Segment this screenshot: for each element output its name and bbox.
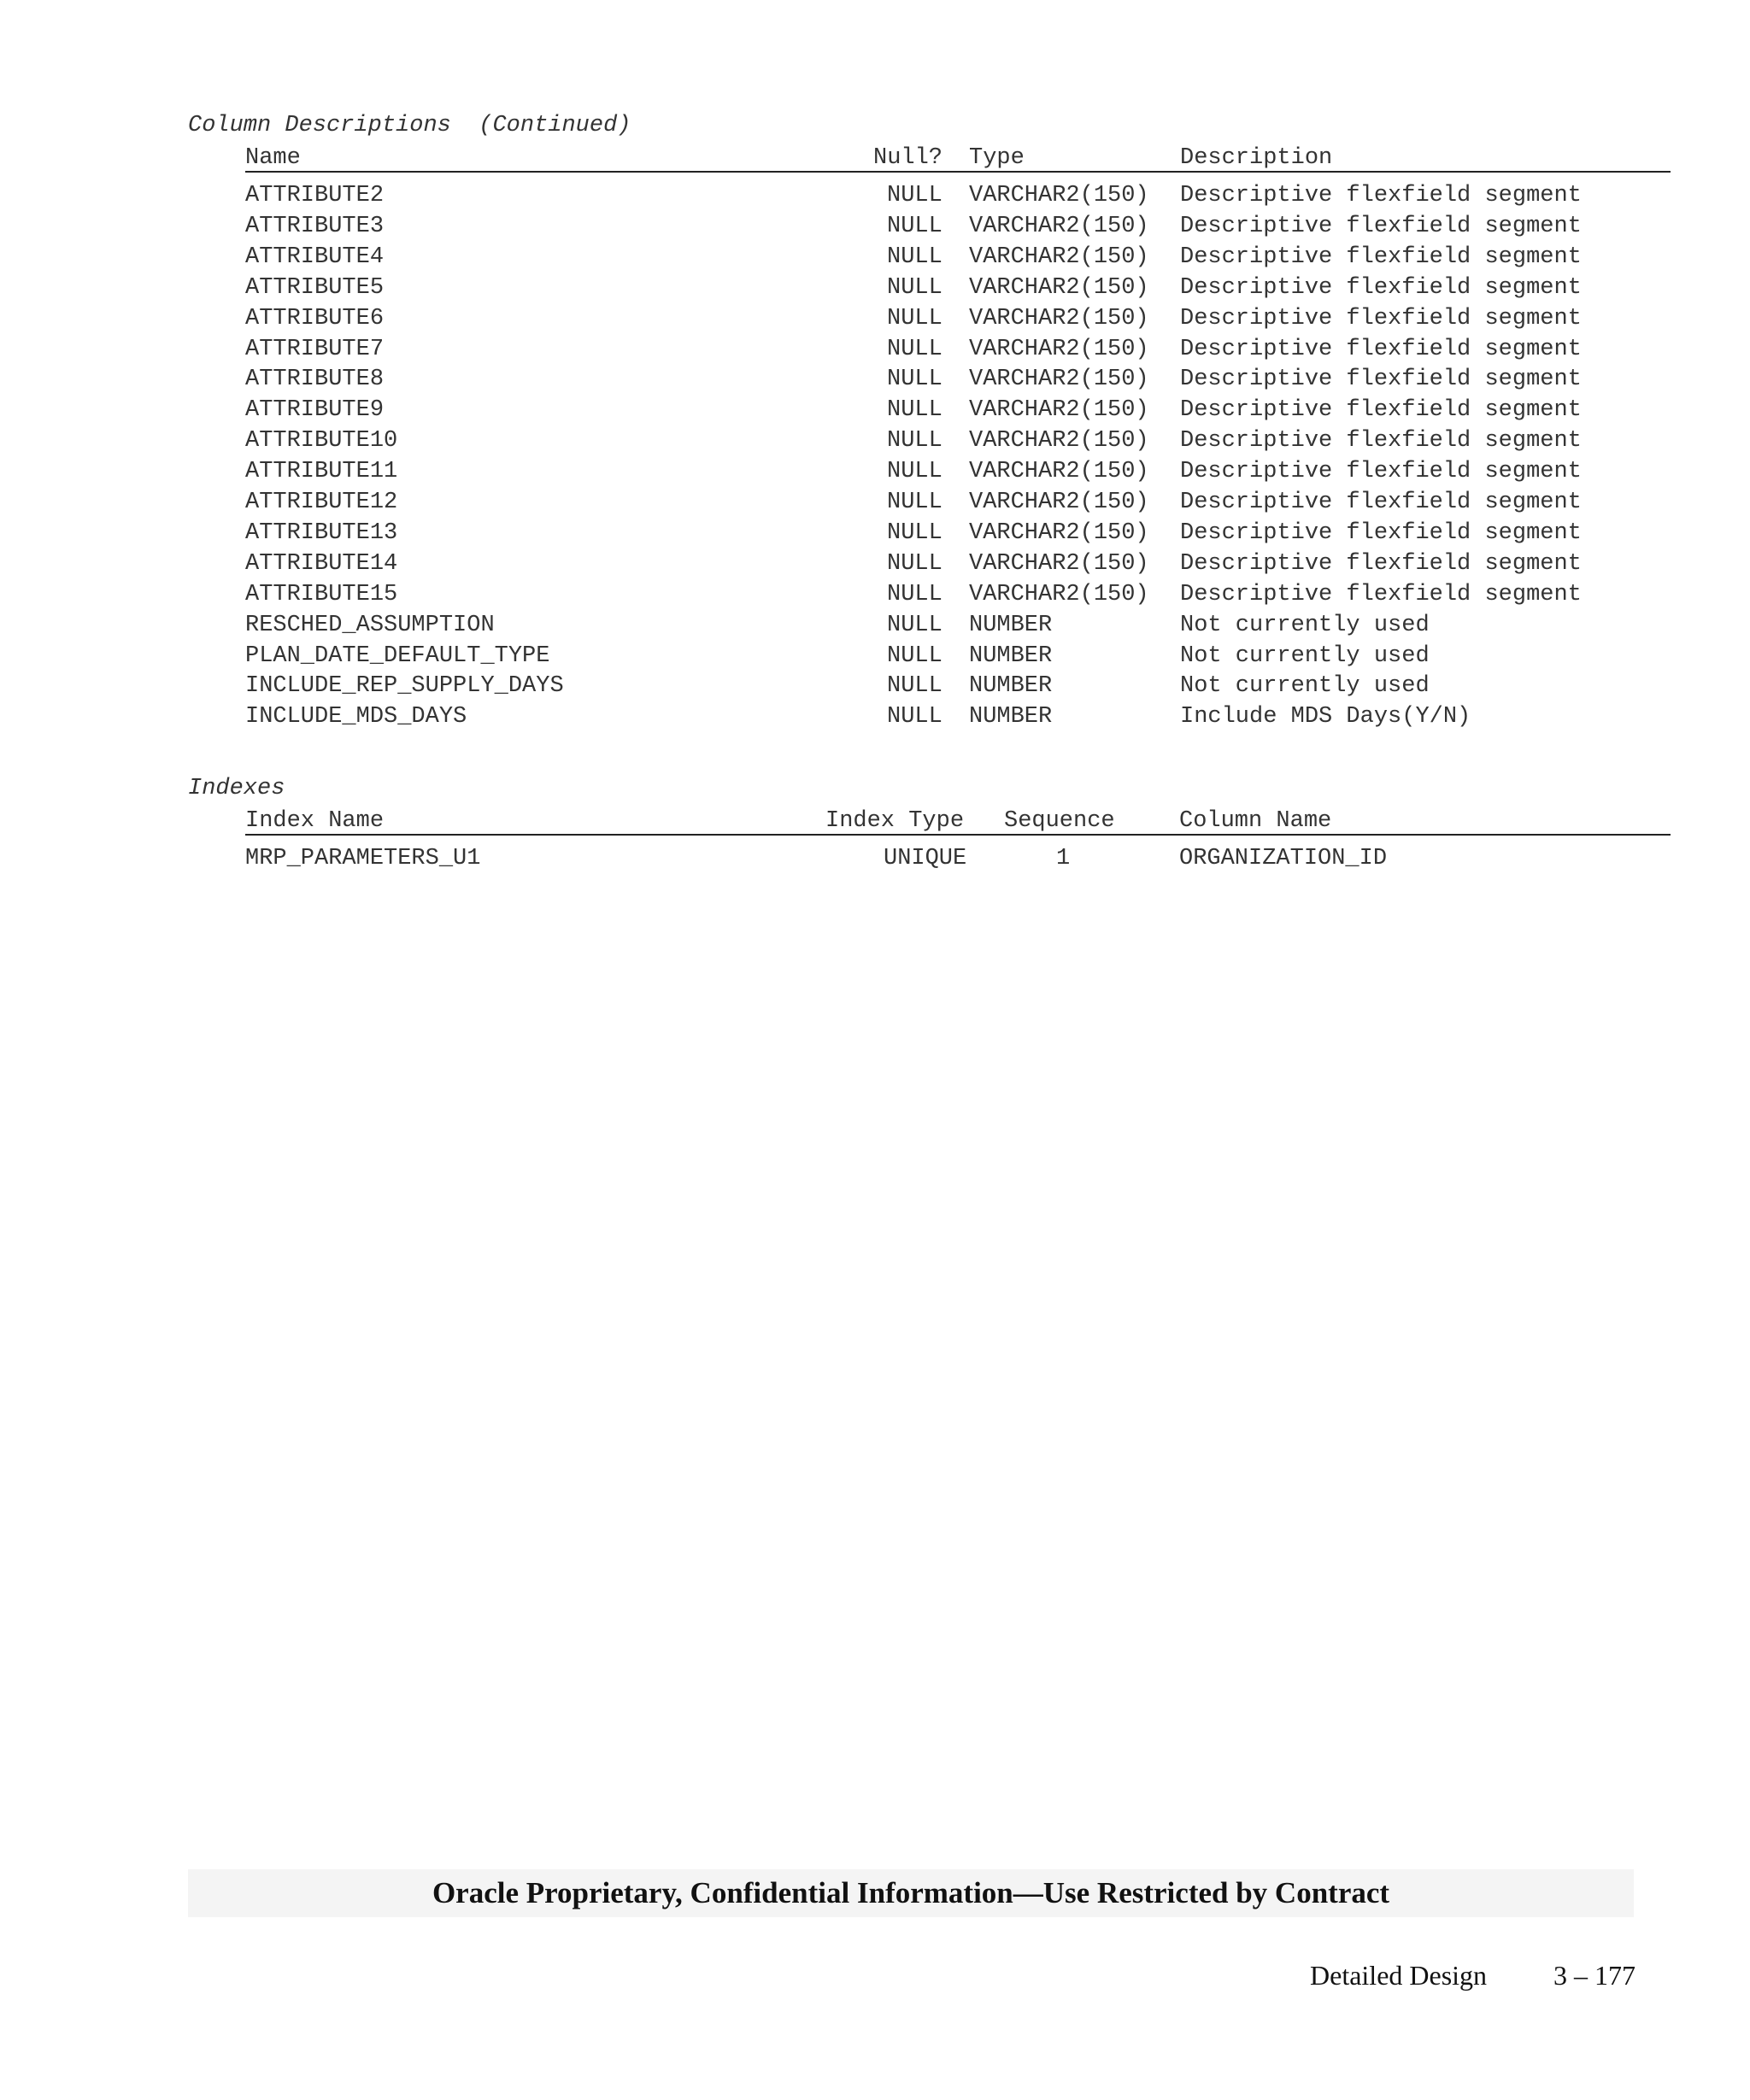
column-description: Descriptive flexfield segment: [1180, 519, 1582, 546]
column-null: NULL: [887, 397, 943, 424]
table-row: [0, 337, 1750, 367]
table-row: [0, 613, 1750, 643]
column-name: PLAN_DATE_DEFAULT_TYPE: [245, 642, 550, 669]
column-null: NULL: [887, 459, 943, 485]
column-header-rule: [245, 171, 1671, 173]
column-description: Descriptive flexfield segment: [1180, 274, 1582, 301]
column-null: NULL: [887, 581, 943, 607]
column-description: Not currently used: [1180, 612, 1430, 638]
column-type: NUMBER: [969, 612, 1053, 638]
table-row: [0, 459, 1750, 490]
table-row: [0, 275, 1750, 306]
header-sequence: Sequence: [1004, 808, 1115, 834]
index-header-rule: [245, 834, 1671, 836]
column-name: ATTRIBUTE9: [245, 397, 385, 424]
header-index-name: Index Name: [245, 808, 385, 834]
column-type: VARCHAR2(150): [969, 213, 1149, 239]
column-type: VARCHAR2(150): [969, 305, 1149, 331]
column-type: VARCHAR2(150): [969, 243, 1149, 270]
column-type: VARCHAR2(150): [969, 367, 1149, 393]
header-column-name: Column Name: [1179, 808, 1332, 834]
footer-page-number: 3 – 177: [1553, 1960, 1635, 1991]
table-row: [0, 582, 1750, 613]
column-type: VARCHAR2(150): [969, 397, 1149, 424]
column-description: Descriptive flexfield segment: [1180, 305, 1582, 331]
column-name: ATTRIBUTE4: [245, 243, 385, 270]
column-null: NULL: [887, 274, 943, 301]
header-description: Description: [1180, 145, 1333, 171]
index-name: MRP_PARAMETERS_U1: [245, 846, 481, 871]
column-description: Descriptive flexfield segment: [1180, 336, 1582, 362]
column-description: Descriptive flexfield segment: [1180, 183, 1582, 208]
column-type: VARCHAR2(150): [969, 274, 1149, 301]
column-description: Not currently used: [1180, 673, 1430, 700]
table-row: [0, 643, 1750, 674]
column-description: Include MDS Days(Y/N): [1180, 704, 1471, 730]
column-null: NULL: [887, 305, 943, 331]
column-description: Descriptive flexfield segment: [1180, 550, 1582, 577]
table-row: [0, 367, 1750, 397]
column-null: NULL: [887, 519, 943, 546]
column-description: Descriptive flexfield segment: [1180, 581, 1582, 607]
index-sequence: 1: [1056, 846, 1071, 871]
column-name: ATTRIBUTE5: [245, 274, 385, 301]
column-type: NUMBER: [969, 704, 1053, 730]
table-row: [0, 214, 1750, 244]
column-null: NULL: [887, 642, 943, 669]
column-name: ATTRIBUTE14: [245, 550, 398, 577]
column-type: VARCHAR2(150): [969, 490, 1149, 515]
column-description: Descriptive flexfield segment: [1180, 459, 1582, 485]
header-null: Null?: [873, 145, 943, 171]
column-null: NULL: [887, 550, 943, 577]
column-null: NULL: [887, 336, 943, 362]
column-null: NULL: [887, 612, 943, 638]
column-name: ATTRIBUTE6: [245, 305, 385, 331]
table-row: [0, 183, 1750, 214]
column-name: ATTRIBUTE12: [245, 490, 398, 515]
column-description: Descriptive flexfield segment: [1180, 397, 1582, 424]
column-null: NULL: [887, 243, 943, 270]
table-row: [0, 846, 1750, 877]
column-type: VARCHAR2(150): [969, 581, 1149, 607]
column-type: VARCHAR2(150): [969, 183, 1149, 208]
column-name: INCLUDE_MDS_DAYS: [245, 704, 467, 730]
column-null: NULL: [887, 673, 943, 700]
column-description: Descriptive flexfield segment: [1180, 490, 1582, 515]
index-type: UNIQUE: [884, 846, 967, 871]
column-name: ATTRIBUTE2: [245, 183, 385, 208]
column-null: NULL: [887, 428, 943, 455]
column-type: VARCHAR2(150): [969, 550, 1149, 577]
header-type: Type: [969, 145, 1025, 171]
header-index-type: Index Type: [825, 808, 965, 834]
column-name: ATTRIBUTE10: [245, 428, 398, 455]
index-column-name: ORGANIZATION_ID: [1179, 846, 1388, 871]
column-description: Descriptive flexfield segment: [1180, 213, 1582, 239]
column-null: NULL: [887, 490, 943, 515]
column-type: VARCHAR2(150): [969, 428, 1149, 455]
column-null: NULL: [887, 704, 943, 730]
table-row: [0, 551, 1750, 582]
column-null: NULL: [887, 367, 943, 393]
column-null: NULL: [887, 183, 943, 208]
footer-section-title: Detailed Design: [1310, 1960, 1488, 1991]
table-row: [0, 673, 1750, 704]
column-name: ATTRIBUTE15: [245, 581, 398, 607]
table-row: [0, 397, 1750, 428]
column-name: RESCHED_ASSUMPTION: [245, 612, 495, 638]
table-row: [0, 306, 1750, 337]
column-description: Descriptive flexfield segment: [1180, 243, 1582, 270]
column-type: NUMBER: [969, 673, 1053, 700]
indexes-title: Indexes: [188, 776, 285, 801]
column-type: VARCHAR2(150): [969, 519, 1149, 546]
column-type: VARCHAR2(150): [969, 459, 1149, 485]
column-name: ATTRIBUTE13: [245, 519, 398, 546]
column-description: Descriptive flexfield segment: [1180, 367, 1582, 393]
column-type: VARCHAR2(150): [969, 336, 1149, 362]
column-name: ATTRIBUTE8: [245, 367, 385, 393]
table-row: [0, 704, 1750, 735]
table-row: [0, 244, 1750, 275]
column-type: NUMBER: [969, 642, 1053, 669]
table-row: [0, 428, 1750, 459]
column-null: NULL: [887, 213, 943, 239]
table-row: [0, 490, 1750, 520]
confidential-banner: [188, 1869, 1634, 1917]
header-name: Name: [245, 145, 301, 171]
table-row: [0, 520, 1750, 551]
column-name: ATTRIBUTE11: [245, 459, 398, 485]
column-name: INCLUDE_REP_SUPPLY_DAYS: [245, 673, 564, 700]
column-name: ATTRIBUTE3: [245, 213, 385, 239]
banner-text: Oracle Proprietary, Confidential Information––Use Restricted by Contract: [432, 1876, 1390, 1909]
column-descriptions-title: Column Descriptions (Continued): [188, 113, 631, 138]
column-description: Not currently used: [1180, 642, 1430, 669]
column-description: Descriptive flexfield segment: [1180, 428, 1582, 455]
column-name: ATTRIBUTE7: [245, 336, 385, 362]
